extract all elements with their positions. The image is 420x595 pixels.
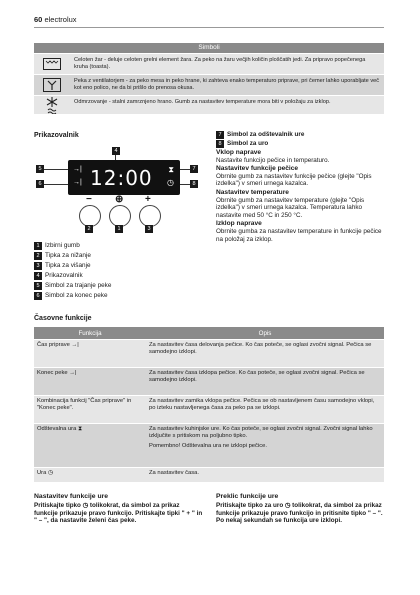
symbol-row xyxy=(34,53,384,74)
end-time-icon: →| xyxy=(69,370,77,376)
legend-item: 8 Simbol za uro xyxy=(216,140,386,148)
callout-6: 6 xyxy=(36,180,44,188)
table-row: Kombinacija funkcij "Čas priprave" in "Konec peke". Za nastavitev zamika vklopa pečice. Pečica se ob nastavljenem času samodejno vklopi, po izteku nastavljenega časa za peko pa se izklopi. xyxy=(34,396,384,424)
legend-item: 3 Tipka za višanje xyxy=(34,261,111,271)
legend-list xyxy=(34,241,111,301)
legend-item: 7 Simbol za odštevalnik ure xyxy=(216,131,386,139)
display-time: 12:00 xyxy=(90,166,153,190)
section-text: Obrnite gumb za nastavitev temperature (glejte "Opis izdelka") v smeri urnega kazalca. Temperatura lahko nastavite med 50 °C in 250 °C. xyxy=(216,196,365,219)
page-number: 60 xyxy=(34,15,43,24)
brand-name: electrolux xyxy=(44,15,77,24)
callout-7: 7 xyxy=(190,165,198,173)
table-row: Konec peke →| Za nastavitev časa izklopa pečice. Ko čas poteče, se oglasi zvočni signal. Pečica se samodejno izklopi. xyxy=(34,368,384,396)
clock-function-cancel: Preklic funkcije ure Pritiskajte tipko za uro ◷ tolikokrat, da simbol za prikaz funkcije prikazuje pravo funkcijo in pritisnite tipko " – ". Po nekaj sekundah se funkcija ure izklopi. xyxy=(216,493,383,525)
symbol-row xyxy=(34,95,384,114)
fan-icon xyxy=(34,75,70,95)
column-header: Opis xyxy=(146,327,384,340)
section-heading: Nastavitev funkcije pečice xyxy=(216,165,299,173)
leader-line xyxy=(44,169,68,170)
symbols-table xyxy=(34,43,384,114)
duration-icon: →| xyxy=(71,342,79,348)
display-panel xyxy=(68,160,180,195)
leader-line xyxy=(44,184,68,185)
table-row: Ura ◷ Za nastavitev časa. xyxy=(34,468,384,482)
timer-icon: ⧗ xyxy=(168,165,174,174)
minus-button[interactable] xyxy=(79,205,101,227)
leader-line xyxy=(180,184,190,185)
leader-line xyxy=(180,169,190,170)
clock-icon: ◷ xyxy=(167,178,174,187)
select-button[interactable] xyxy=(109,205,131,227)
symbol-description: Celoten žar - deluje celoten grelni element žara. Za peko na žaru večjih količin ploščatih jedi. Za pripravo popečenega kruha (toasta). xyxy=(74,57,366,70)
symbol-row xyxy=(34,74,384,95)
section-heading: Vklop naprave xyxy=(216,149,262,156)
select-label: ⊕ xyxy=(115,194,124,205)
plus-button[interactable] xyxy=(139,205,161,227)
callout-5: 5 xyxy=(36,165,44,173)
top-bottom-heat-icon xyxy=(34,54,70,74)
timer-icon: ⧗ xyxy=(77,426,83,432)
callout-2: 2 xyxy=(85,225,93,233)
header-rule xyxy=(34,27,384,28)
table-row: Čas priprave →| Za nastavitev časa delovanja pečice. Ko čas poteče, se oglasi zvočni signal. Pečica se samodejno izklopi. xyxy=(34,340,384,368)
duration-icon: →| xyxy=(73,166,82,173)
legend-item: 1 Izbirni gumb xyxy=(34,241,111,251)
page-header xyxy=(34,15,77,24)
symbols-title: Simboli xyxy=(34,43,384,53)
section-text: Nastavite funkcijo pečice in temperaturo. xyxy=(216,156,330,164)
legend-item: 5 Simbol za trajanje peke xyxy=(34,281,111,291)
minus-label: − xyxy=(86,194,92,205)
callout-4: 4 xyxy=(112,147,120,155)
section-heading: Nastavitev temperature xyxy=(216,188,289,196)
symbol-description: Odmrzovanje - stalni zamrznjeno hrano. Gumb za nastavitev temperature mora biti v položaju za izklop. xyxy=(74,99,331,105)
callout-8: 8 xyxy=(190,180,198,188)
column-header: Funkcija xyxy=(34,327,146,340)
section-text: Obrnite gumba za nastavitev temperature in funkcije pečice na položaj za izklop. xyxy=(216,227,382,243)
section-heading: Izklop naprave xyxy=(216,220,262,228)
defrost-icon xyxy=(34,96,70,114)
legend-item: 2 Tipka za nižanje xyxy=(34,251,111,261)
callout-1: 1 xyxy=(115,225,123,233)
time-functions-table xyxy=(34,327,384,482)
symbol-description: Peka z ventilatorjem - za peko mesa in peko hrane, ki zahteva enako temperaturo priprave, pri čemer lahko uporabljate več kot eno polico, ne da bi prišlo do prenosa okusa. xyxy=(74,78,380,91)
plus-label: + xyxy=(145,194,151,205)
section-text: Obrnite gumb za nastavitev funkcije pečice (glejte "Opis izdelka") v smeri urnega kazalca. xyxy=(216,172,372,188)
clock-icon: ◷ xyxy=(47,470,54,476)
legend-item: 4 Prikazovalnik xyxy=(34,271,111,281)
prikazovalnik-title: Prikazovalnik xyxy=(34,132,79,139)
clock-function-setup: Nastavitev funkcije ure Pritiskajte tipko ◷ tolikokrat, da simbol za prikaz funkcije prikazuje pravo funkcijo. Pritiskajte tipki " + " in " – ", da nastavite želeni čas peke. xyxy=(34,493,203,525)
end-time-icon: →| xyxy=(73,179,82,186)
callout-3: 3 xyxy=(145,225,153,233)
table-row: Odštevalna ura ⧗ Za nastavitev kuhinjske ure. Ko čas poteče, se oglasi zvočni signal. Zvočni signal lahko izključite s pritiskom na poljubno tipko. Pomembno! Odštevalna ura ne izklopi pečice. xyxy=(34,424,384,468)
casovne-title: Časovne funkcije xyxy=(34,315,92,322)
legend-item: 6 Simbol za konec peke xyxy=(34,291,111,301)
right-column xyxy=(216,131,386,243)
